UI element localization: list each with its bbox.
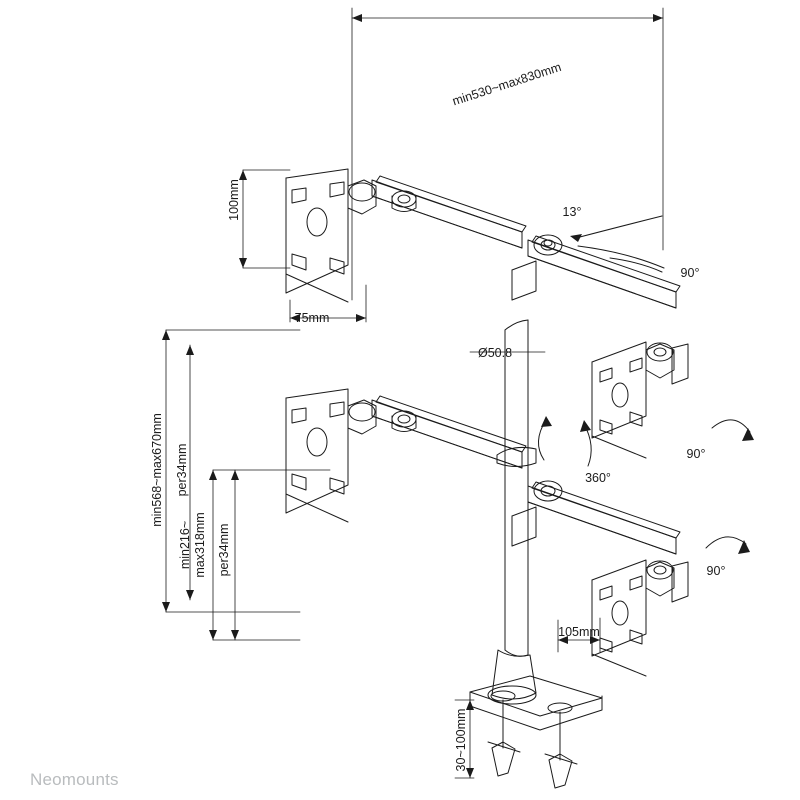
upper-arm-left [372,176,526,248]
label-vesa-width: 75mm [294,311,330,325]
label-tilt-90: 90° [680,266,700,280]
lower-arm-right [512,481,680,554]
label-clamp-thickness: 30~100mm [454,708,468,772]
label-arm-offset: 105mm [558,625,600,639]
label-depth: min530~max830mm [450,59,563,109]
label-lower-height-2: max318mm [193,512,207,578]
center-pole [488,320,536,704]
label-pole-diameter: Ø50.8 [477,346,513,360]
label-swivel-top: 90° [686,447,706,461]
label-rotation-360: 360° [585,471,611,485]
monitor-bracket-lower-right [592,560,688,676]
dimension-arrowheads [162,14,663,778]
label-swivel-bottom: 90° [706,564,726,578]
label-total-height: min568~max670mm [150,413,164,527]
label-vesa-height: 100mm [227,179,241,221]
lower-arm-left [372,396,526,468]
label-tilt-angle: 13° [562,205,582,219]
monitor-bracket-upper-left [286,169,376,302]
label-total-step: per34mm [175,443,189,497]
brand-logo: Neomounts [30,770,119,789]
label-lower-step: per34mm [217,523,231,577]
label-lower-height-1: min216~ [178,520,192,570]
monitor-bracket-upper-right [592,342,688,458]
monitor-bracket-lower-left [286,389,376,522]
upper-arm-right [512,235,680,308]
dimension-lines [166,8,663,778]
